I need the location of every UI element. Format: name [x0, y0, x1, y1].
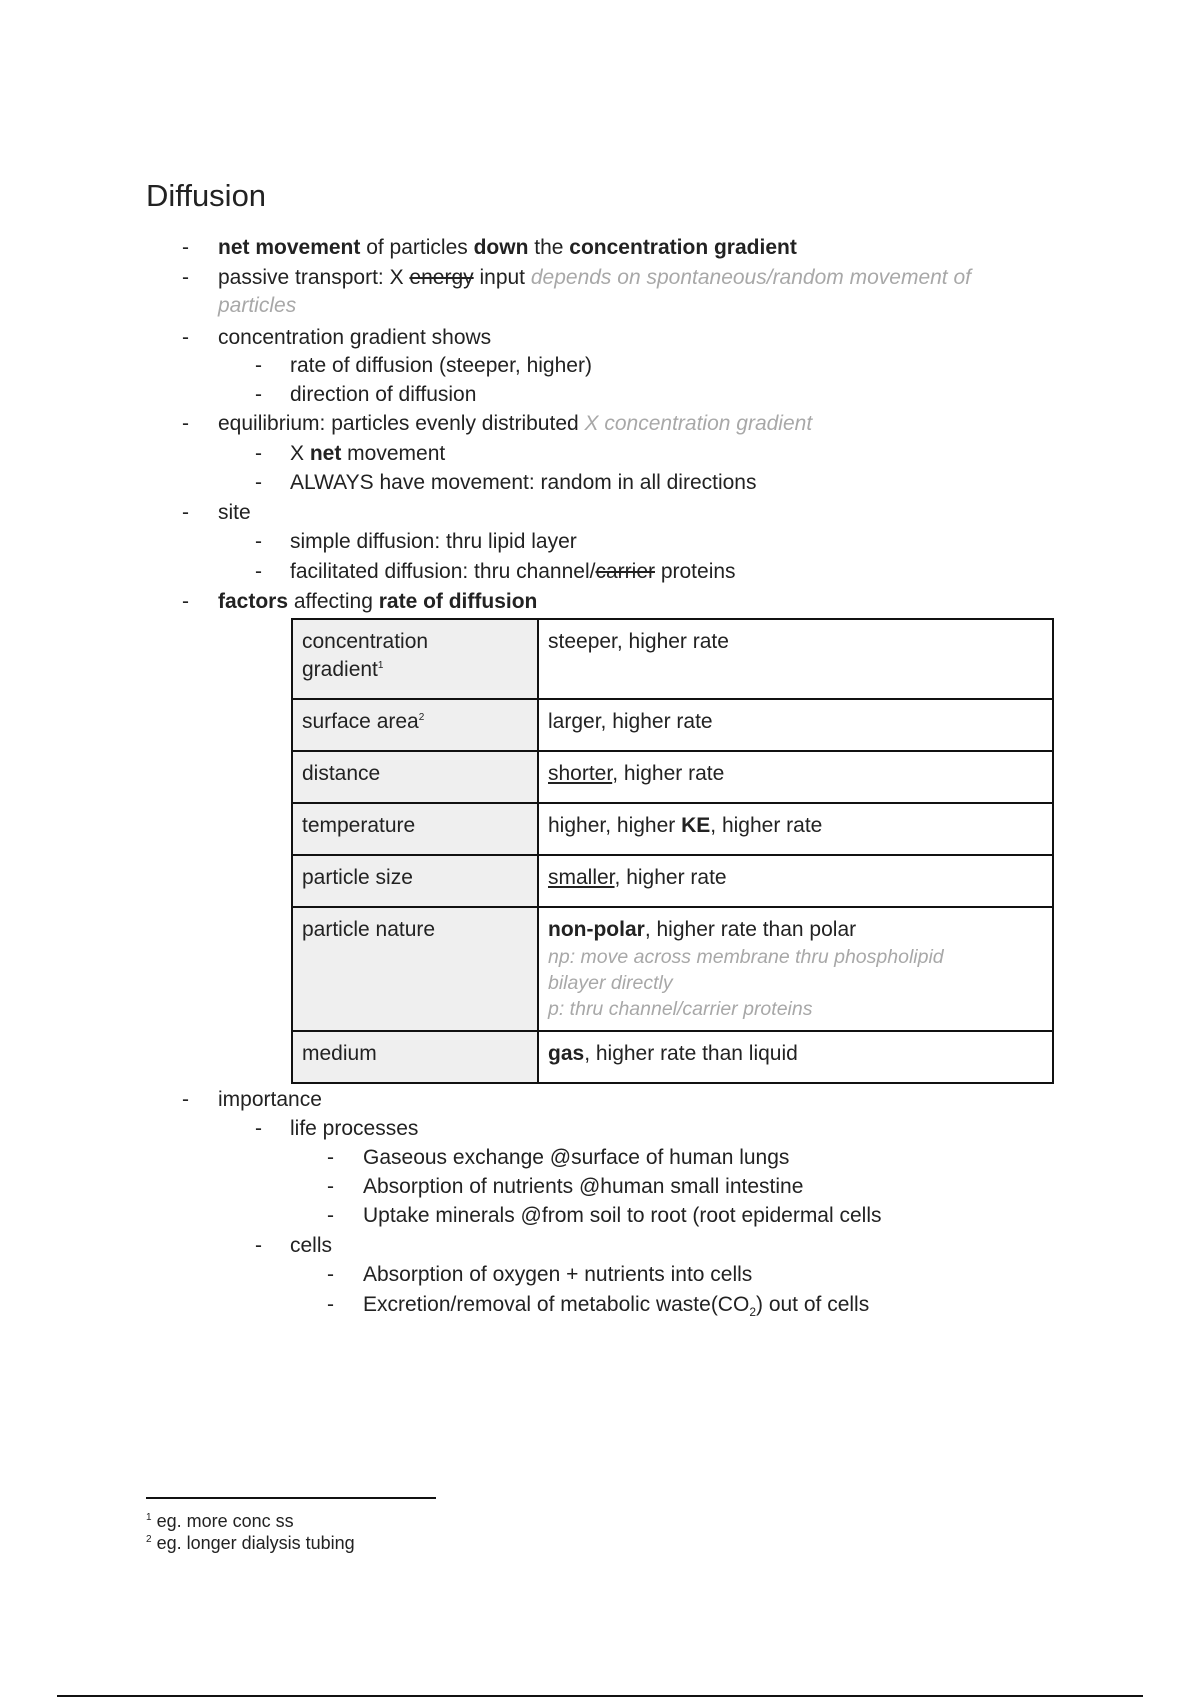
table-row	[292, 619, 1053, 699]
list-item: Uptake minerals @from soil to root (root epidermal cells	[363, 1204, 882, 1227]
table-cell-factor: temperature	[292, 803, 538, 855]
table-row	[292, 751, 1053, 803]
list-item: passive transport: X energy input depends on spontaneous/random movement of	[218, 266, 971, 289]
table-cell-effect: shorter, higher rate	[538, 751, 1053, 803]
table-cell-factor: concentration gradient$^1$	[292, 619, 538, 699]
bullet-dash: -	[255, 1117, 262, 1140]
bullet-dash: -	[255, 471, 262, 494]
list-item: net movement of particles down the concentration gradient	[218, 236, 797, 259]
bullet-dash: -	[255, 530, 262, 553]
bullet-dash: -	[182, 501, 189, 524]
list-item: X net movement	[290, 442, 446, 465]
bullet-dash: -	[327, 1175, 334, 1198]
bullet-dash: -	[255, 383, 262, 406]
list-item: direction of diffusion	[290, 383, 477, 406]
bullet-dash: -	[255, 354, 262, 377]
bullet-dash: -	[327, 1293, 334, 1316]
list-item: concentration gradient shows	[218, 326, 492, 349]
list-item: cells	[290, 1234, 333, 1257]
list-item: facilitated diffusion: thru channel/carrier proteins	[290, 560, 736, 583]
table-cell-effect: non-polar, higher rate than polar np: move across membrane thru phospholipid bilayer directly p: thru channel/carrier proteins	[538, 907, 1053, 1031]
list-item: life processes	[290, 1117, 419, 1140]
list-item: equilibrium: particles evenly distributed X concentration gradient	[218, 412, 813, 435]
footnote-divider	[146, 1497, 436, 1499]
table-cell-effect: gas, higher rate than liquid	[538, 1031, 1053, 1083]
table-cell-factor: distance	[292, 751, 538, 803]
bullet-dash: -	[255, 560, 262, 583]
list-item: importance	[218, 1088, 322, 1111]
footnote-number: 2	[146, 1534, 152, 1545]
table-row	[292, 803, 1053, 855]
bullet-dash: -	[327, 1263, 334, 1286]
table-cell-factor: medium	[292, 1031, 538, 1083]
table-row	[292, 855, 1053, 907]
table-note: p: thru channel/carrier proteins	[548, 998, 813, 1020]
list-item: Gaseous exchange @surface of human lungs	[363, 1146, 790, 1169]
list-item: site	[218, 501, 251, 524]
bullet-dash: -	[182, 236, 189, 259]
list-item: simple diffusion: thru lipid layer	[290, 530, 577, 553]
table-note: bilayer directly	[548, 972, 673, 994]
table-cell-effect: higher, higher KE, higher rate	[538, 803, 1053, 855]
table-row	[292, 1031, 1053, 1083]
table-cell-factor: particle nature	[292, 907, 538, 1031]
page-bottom-rule	[57, 1695, 1143, 1697]
bullet-dash: -	[182, 590, 189, 613]
bullet-dash: -	[182, 326, 189, 349]
table-cell-factor: surface area$^2$	[292, 699, 538, 751]
table-cell-effect: smaller, higher rate	[538, 855, 1053, 907]
footnote: $^1$ eg. more conc ss	[146, 1511, 294, 1531]
page-title: Diffusion	[146, 178, 267, 213]
list-item: factors affecting rate of diffusion	[218, 590, 538, 613]
bullet-dash: -	[182, 1088, 189, 1111]
bullet-dash: -	[255, 442, 262, 465]
table-row	[292, 907, 1053, 1031]
table-note: np: move across membrane thru phospholipid	[548, 946, 944, 968]
footnote: $^2$ eg. longer dialysis tubing	[146, 1533, 355, 1553]
table-row	[292, 699, 1053, 751]
list-item: Absorption of oxygen + nutrients into cells	[363, 1263, 753, 1286]
factors-table	[291, 618, 1054, 1084]
table-cell-effect: steeper, higher rate	[538, 619, 1053, 699]
footnote-ref: 1	[377, 660, 384, 671]
footnote-ref: 2	[418, 712, 425, 723]
footnote-number: 1	[146, 1512, 152, 1523]
bullet-dash: -	[182, 412, 189, 435]
bullet-dash: -	[182, 266, 189, 289]
table-cell-factor: particle size	[292, 855, 538, 907]
bullet-dash: -	[255, 1234, 262, 1257]
list-item: Excretion/removal of metabolic $waste(CO_2)$ out of cells	[363, 1293, 870, 1320]
bullet-dash: -	[327, 1204, 334, 1227]
bullet-dash: -	[327, 1146, 334, 1169]
table-cell-effect: larger, higher rate	[538, 699, 1053, 751]
list-item-continuation: particles	[218, 294, 297, 317]
list-item: Absorption of nutrients @human small intestine	[363, 1175, 804, 1198]
list-item: rate of diffusion (steeper, higher)	[290, 354, 592, 377]
list-item: ALWAYS have movement: random in all directions	[290, 471, 757, 494]
